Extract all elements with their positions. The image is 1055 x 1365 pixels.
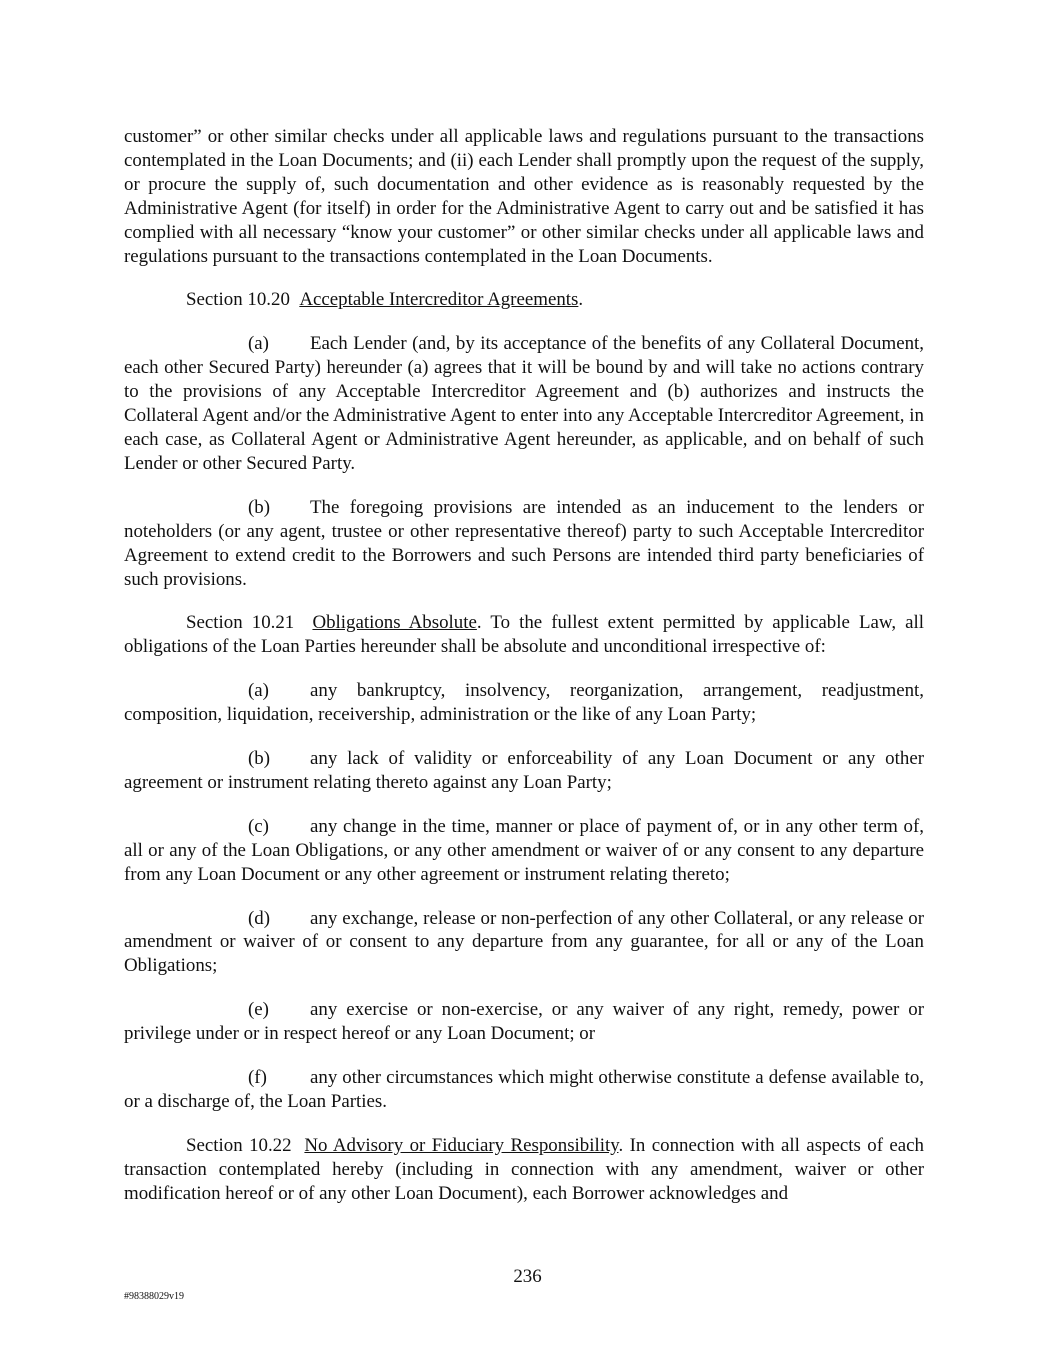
item-label: (b) (248, 748, 271, 770)
item-text: any exercise or non-exercise, or any waiver of any right, remedy, power or privilege under or in respect hereof or any Loan Document; or (124, 999, 924, 1045)
continuation-paragraph: customer” or other similar checks under all applicable laws and regulations pursuant to the transactions contemplated in the Loan Documents; and (ii) each Lender shall promptly upon the request of the supply, or procure the supply of, such documentation and other evidence as is reasonably requested by the Administrative Agent (for itself) in order for the Administrative Agent to carry out and be satisfied it has complied with all necessary “know your customer” or other similar checks under all applicable laws and regulations pursuant to the transactions contemplated in the Loan Documents. (124, 126, 924, 267)
section-10-21-paragraph (124, 611, 924, 659)
item-text: Each Lender (and, by its acceptance of the benefits of any Collateral Document, each other Secured Party) hereunder (a) agrees that it will be bound by and will take no actions contrary to the provisions of any Acceptable Intercreditor Agreement and (b) authorizes and instructs the Collateral Agent and/or the Administrative Agent to enter into any Acceptable Intercreditor Agreement, in each case, as Collateral Agent or Administrative Agent hereunder, as applicable, and on behalf of such Lender or other Secured Party. (124, 333, 924, 474)
item-text: any change in the time, manner or place of payment of, or in any other term of, all or any of the Loan Obligations, or any other amendment or waiver of or any consent to any departure from any Loan Document or any other agreement or instrument relating thereto; (124, 815, 924, 885)
document-id: #98388029v19 (124, 1291, 184, 1302)
section-10-21-item-e (124, 998, 924, 1046)
section-number: Section 10.21 (186, 612, 295, 634)
item-label: (e) (248, 999, 269, 1021)
section-10-21-item-a (124, 679, 924, 727)
item-label: (a) (248, 333, 269, 355)
item-label: (f) (248, 1067, 267, 1089)
section-10-20-item-a (124, 332, 924, 475)
section-heading-tail: . (578, 289, 584, 311)
item-text: any exchange, release or non-perfection of any other Collateral, or any release or amendment or waiver of or consent to any departure from any guarantee, for all or any of the Loan Obligations; (124, 907, 924, 977)
item-text: any other circumstances which might otherwise constitute a defense available to, or a discharge of, the Loan Parties. (124, 1067, 924, 1112)
page-number: 236 (513, 1266, 542, 1287)
item-label: (a) (248, 680, 269, 702)
item-label: (d) (248, 907, 271, 929)
section-heading: Acceptable Intercreditor Agreements (299, 289, 579, 311)
section-body: . In connection with all aspects of each transaction contemplated hereby (including in connection with any amendment, waiver or other modification hereof or of any other Loan Document), each Borrower acknowledges and (124, 1134, 925, 1204)
item-text: The foregoing provisions are intended as an inducement to the lenders or noteholders (or any agent, trustee or other representative thereof) party to such Acceptable Intercreditor Agreement to extend credit to the Borrowers and such Persons are intended third party beneficiaries of such provisions. (124, 496, 924, 590)
item-text: any lack of validity or enforceability of any Loan Document or any other agreement or instrument relating thereto against any Loan Party; (124, 748, 924, 793)
section-body: . To the fullest extent permitted by applicable Law, all obligations of the Loan Parties hereunder shall be absolute and unconditional irrespective of: (124, 612, 925, 658)
section-10-20-item-b (124, 496, 924, 592)
section-heading: No Advisory or Fiduciary Responsibility (304, 1134, 619, 1156)
section-10-21-item-b (124, 747, 924, 795)
section-10-21-item-d (124, 907, 924, 979)
section-heading: Obligations Absolute (312, 612, 477, 634)
section-10-22-paragraph (124, 1134, 924, 1206)
section-number: Section 10.22 (186, 1134, 292, 1156)
document-page (124, 125, 924, 1226)
item-label: (b) (248, 496, 271, 518)
section-10-20-title (124, 288, 924, 312)
section-10-21-item-f (124, 1066, 924, 1114)
section-10-21-item-c (124, 815, 924, 887)
section-number: Section 10.20 (186, 289, 290, 311)
item-text: any bankruptcy, insolvency, reorganization, arrangement, readjustment, composition, liquidation, receivership, administration or the like of any Loan Party; (124, 680, 924, 726)
item-label: (c) (248, 815, 269, 837)
